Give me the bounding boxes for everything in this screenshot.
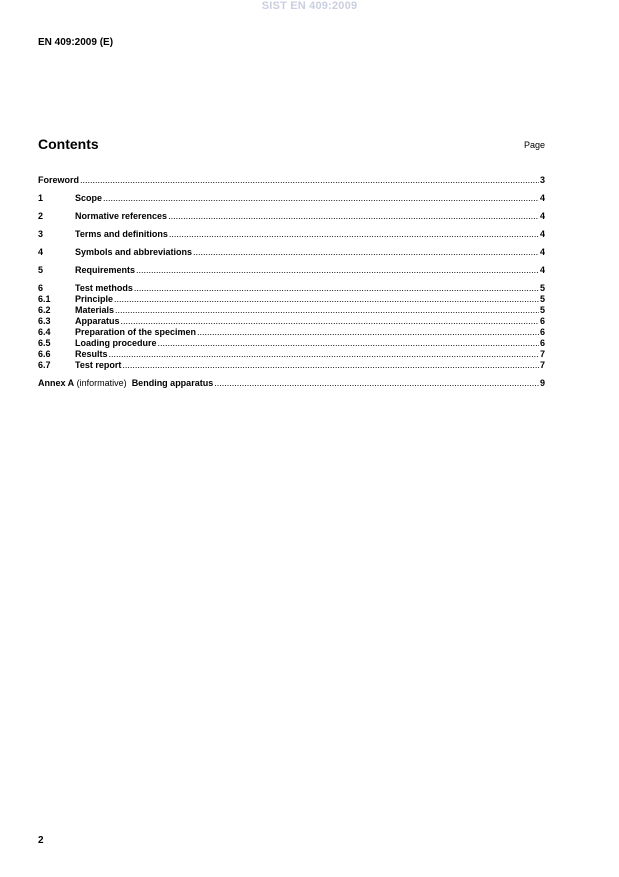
annex-title: Bending apparatus <box>131 378 214 388</box>
toc-entry-title: Loading procedure <box>75 338 157 348</box>
watermark: SIST EN 409:2009 <box>261 0 358 12</box>
toc-entry-loading-procedure[interactable] <box>38 338 545 349</box>
toc-entry-number: 6.2 <box>38 305 51 315</box>
dot-leader <box>158 338 539 349</box>
toc-entry-page: 4 <box>539 247 545 257</box>
toc-entry-title: Requirements <box>75 265 136 275</box>
toc-entry-page: 7 <box>539 349 545 359</box>
toc-entry-title: Preparation of the specimen <box>75 327 197 337</box>
toc-entry-page: 6 <box>539 338 545 348</box>
toc-entry-number: 6.5 <box>38 338 51 348</box>
toc-entry-normative-references[interactable] <box>38 210 545 222</box>
toc-entry-number: 6.4 <box>38 327 51 337</box>
toc-entry-preparation-of-the-specimen[interactable] <box>38 327 545 338</box>
toc-entry-number: 6.7 <box>38 360 51 370</box>
dot-leader <box>169 228 539 240</box>
toc-entry-number: 5 <box>38 265 44 275</box>
toc-entry-page: 7 <box>539 360 545 370</box>
toc-entry-principle[interactable] <box>38 294 545 305</box>
dot-leader <box>115 305 539 316</box>
dot-leader <box>122 360 539 371</box>
page-column-label: Page <box>523 140 545 150</box>
toc-entry-title: Scope <box>75 193 103 203</box>
toc-entry-results[interactable] <box>38 349 545 360</box>
toc-entry-title: Materials <box>75 305 115 315</box>
dot-leader <box>193 246 539 258</box>
toc-entry-scope[interactable] <box>38 192 545 204</box>
toc-entry-terms-and-definitions[interactable] <box>38 228 545 240</box>
toc-entry-number: 6 <box>38 283 44 293</box>
toc-entry-title <box>38 377 213 389</box>
toc-entry-page: 4 <box>539 211 545 221</box>
dot-leader <box>214 377 539 389</box>
dot-leader <box>136 264 539 276</box>
toc-entry-page: 5 <box>539 283 545 293</box>
dot-leader <box>134 282 539 294</box>
toc-entry-page: 9 <box>539 378 545 388</box>
toc-entry-page: 5 <box>539 305 545 315</box>
toc-entry-test-methods[interactable] <box>38 282 545 294</box>
toc-entry-apparatus[interactable] <box>38 316 545 327</box>
toc-entry-page: 6 <box>539 327 545 337</box>
contents-heading: Contents <box>38 136 99 152</box>
annex-label: Annex A <box>38 378 75 388</box>
toc-entry-number: 4 <box>38 247 44 257</box>
toc-entry-page: 3 <box>539 175 545 185</box>
dot-leader <box>197 327 539 338</box>
toc-entry-title: Normative references <box>75 211 168 221</box>
toc-entry-page: 6 <box>539 316 545 326</box>
toc-entry-title: Apparatus <box>75 316 120 326</box>
toc-entry-requirements[interactable] <box>38 264 545 276</box>
toc-entry-title: Foreword <box>38 175 80 185</box>
toc-entry-test-report[interactable] <box>38 360 545 371</box>
toc-entry-number: 6.6 <box>38 349 51 359</box>
annex-status: (informative) <box>74 378 132 388</box>
toc-entry-title: Terms and definitions <box>75 229 168 239</box>
dot-leader <box>121 316 539 327</box>
toc-entry-symbols-and-abbreviations[interactable] <box>38 246 545 258</box>
toc-entry-title: Symbols and abbreviations <box>75 247 193 257</box>
toc-entry-number: 1 <box>38 193 44 203</box>
page-number: 2 <box>38 835 44 846</box>
toc-entry-page: 4 <box>539 193 545 203</box>
toc-entry-page: 4 <box>539 265 545 275</box>
dot-leader <box>168 210 539 222</box>
toc-entry-title: Principle <box>75 294 114 304</box>
toc-entry-foreword[interactable] <box>38 174 545 186</box>
toc-entry-page: 4 <box>539 229 545 239</box>
toc-entry-number: 2 <box>38 211 44 221</box>
toc-entry-title: Test methods <box>75 283 133 293</box>
toc-entry-number: 3 <box>38 229 44 239</box>
dot-leader <box>114 294 539 305</box>
document-id: EN 409:2009 (E) <box>38 37 114 48</box>
table-of-contents <box>38 174 545 389</box>
dot-leader <box>80 174 539 186</box>
toc-entry-number: 6.1 <box>38 294 51 304</box>
toc-entry-annex-a[interactable] <box>38 377 545 389</box>
dot-leader <box>109 349 539 360</box>
toc-entry-materials[interactable] <box>38 305 545 316</box>
toc-entry-page: 5 <box>539 294 545 304</box>
dot-leader <box>103 192 539 204</box>
toc-entry-title: Test report <box>75 360 122 370</box>
toc-entry-number: 6.3 <box>38 316 51 326</box>
toc-entry-title: Results <box>75 349 108 359</box>
